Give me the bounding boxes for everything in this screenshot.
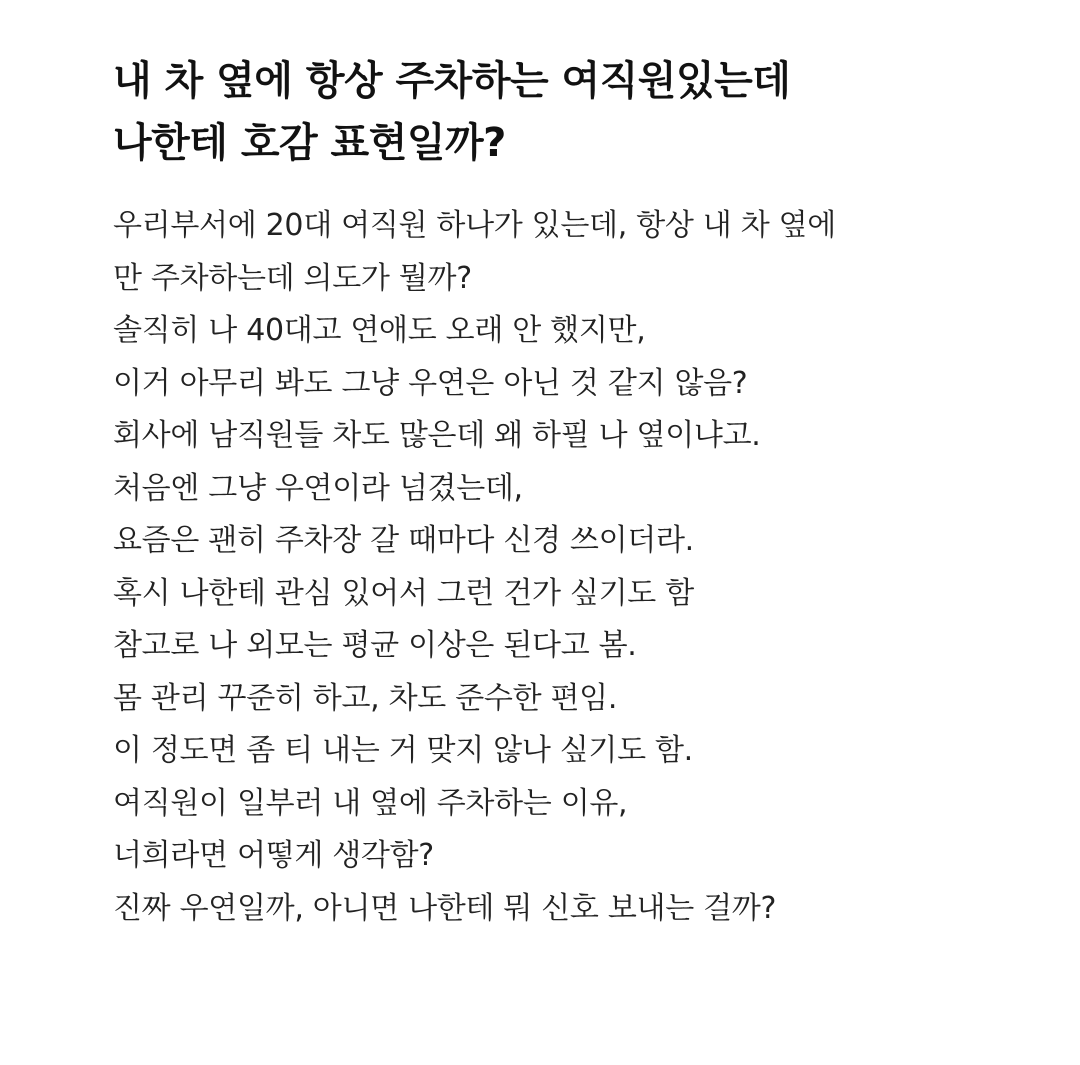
post-title-line: 내 차 옆에 항상 주차하는 여직원있는데 — [113, 58, 791, 104]
post-title — [113, 50, 1053, 174]
post-body-line: 회사에 남직원들 차도 많은데 왜 하필 나 옆이냐고. — [113, 418, 761, 453]
post-body-line: 이 정도면 좀 티 내는 거 맞지 않나 싶기도 함. — [113, 733, 693, 768]
post-body-line: 만 주차하는데 의도가 뭘까? — [113, 260, 472, 296]
post — [113, 50, 1053, 935]
post-body-line: 너희라면 어떻게 생각함? — [113, 838, 434, 873]
post-body — [113, 200, 1053, 935]
post-body-line: 진짜 우연일까, 아니면 나한테 뭐 신호 보내는 걸까? — [113, 890, 777, 926]
post-body-line: 참고로 나 외모는 평균 이상은 된다고 봄. — [113, 628, 637, 663]
post-body-line: 혹시 나한테 관심 있어서 그런 건가 싶기도 함 — [113, 575, 694, 611]
post-body-line: 여직원이 일부러 내 옆에 주차하는 이유, — [113, 785, 628, 821]
post-body-line: 솔직히 나 40대고 연애도 오래 안 했지만, — [113, 313, 646, 348]
post-body-line: 우리부서에 20대 여직원 하나가 있는데, 항상 내 차 옆에 — [113, 208, 836, 243]
post-body-line: 이거 아무리 봐도 그냥 우연은 아닌 것 같지 않음? — [113, 365, 748, 401]
post-body-line: 처음엔 그냥 우연이라 넘겼는데, — [113, 470, 523, 506]
post-title-line: 나한테 호감 표현일까? — [113, 120, 506, 166]
post-body-line: 몸 관리 꾸준히 하고, 차도 준수한 편임. — [113, 680, 618, 716]
post-body-line: 요즘은 괜히 주차장 갈 때마다 신경 쓰이더라. — [113, 523, 694, 558]
